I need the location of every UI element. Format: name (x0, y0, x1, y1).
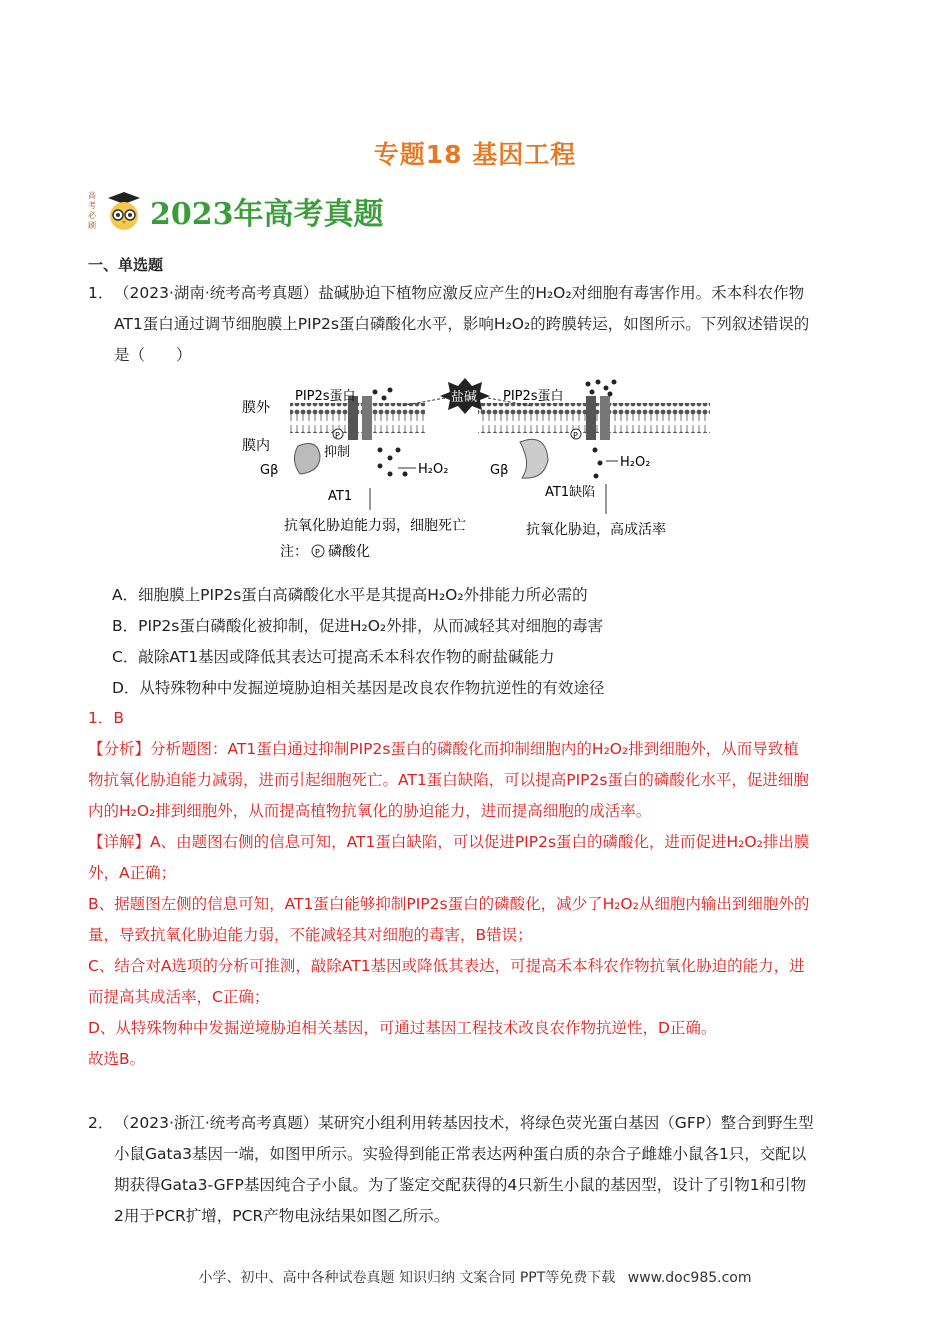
membrane-diagram (240, 378, 710, 568)
h2o2-right: H₂O₂ (620, 455, 651, 470)
svg-text:刷: 刷 (88, 221, 96, 230)
option-b: B．PIP2s蛋白磷酸化被抑制，促进H₂O₂外排，从而减轻其对细胞的毒害 (112, 617, 604, 635)
question-text: 盐碱胁迫下植物应激反应产生的H₂O₂对细胞有毒害作用。禾本科农作物 (318, 284, 805, 302)
inhibit-label: 抑制 (324, 445, 351, 460)
phospho-label: P (315, 548, 320, 557)
question-number: 2． (88, 1114, 114, 1132)
inside-label: 膜内 (242, 438, 270, 454)
salt-label: 盐碱 (451, 390, 478, 405)
svg-text:必: 必 (88, 211, 96, 220)
h2o2-left: H₂O₂ (418, 462, 449, 477)
owl-logo-icon (86, 186, 144, 236)
question-text: 2用于PCR扩增，PCR产物电泳结果如图乙所示。 (114, 1207, 450, 1225)
detail-text: B、据题图左侧的信息可知，AT1蛋白能够抑制PIP2s蛋白的磷酸化，减少了H₂O₂从细胞内输出到细胞外的 (88, 895, 810, 913)
analysis-text: 【分析】分析题图：AT1蛋白通过抑制PIP2s蛋白的磷酸化而抑制细胞内的H₂O₂排到细胞外，从而导致植 (88, 740, 799, 758)
question-text: 是（ ） (114, 346, 192, 364)
at1-defect-label: AT1缺陷 (545, 485, 596, 500)
result-right: 抗氧化胁迫，高成活率 (526, 522, 666, 538)
at1-label: AT1 (328, 489, 353, 504)
pip-left-label: PIP2s蛋白 (295, 389, 356, 404)
answer-block (88, 703, 878, 1075)
phospho-label: P (573, 431, 578, 440)
detail-text: 【详解】A、由题图右侧的信息可知，AT1蛋白缺陷，可以促进PIP2s蛋白的磷酸化，进而促进H₂O₂排出膜 (88, 833, 810, 851)
question-1 (88, 278, 878, 371)
note-label: 注： (280, 544, 308, 560)
svg-text:高: 高 (88, 191, 96, 200)
svg-text:考: 考 (88, 201, 96, 210)
option-a: A．细胞膜上PIP2s蛋白高磷酸化水平是其提高H₂O₂外排能力所必需的 (112, 586, 588, 604)
pip-right-label: PIP2s蛋白 (503, 389, 564, 404)
answer: 1．B (88, 709, 124, 727)
question-text: 小鼠Gata3基因一端，如图甲所示。实验得到能正常表达两种蛋白质的杂合子雌雄小鼠各1只，交配以 (114, 1145, 807, 1163)
gbeta-left: Gβ (260, 463, 279, 478)
question-text: （2023·浙江·统考高考真题）某研究小组利用转基因技术，将绿色荧光蛋白基因（GFP）整合到野生型 (114, 1114, 814, 1132)
option-d: D．从特殊物种中发掘逆境胁迫相关基因是改良农作物抗逆性的有效途径 (112, 679, 605, 697)
question-2 (88, 1108, 878, 1232)
analysis-text: 物抗氧化胁迫能力减弱，进而引起细胞死亡。AT1蛋白缺陷，可以提高PIP2s蛋白的磷酸化水平，促进细胞 (88, 771, 809, 789)
detail-text: D、从特殊物种中发掘逆境胁迫相关基因，可通过基因工程技术改良农作物抗逆性，D正确。 (88, 1019, 717, 1037)
phospho-label: P (335, 431, 340, 440)
analysis-text: 内的H₂O₂排到细胞外，从而提高植物抗氧化的胁迫能力，进而提高细胞的成活率。 (88, 802, 652, 820)
section-banner (86, 186, 384, 236)
question-text: AT1蛋白通过调节细胞膜上PIP2s蛋白磷酸化水平，影响H₂O₂的跨膜转运，如图所示。下列叙述错误的 (114, 315, 810, 333)
gbeta-right: Gβ (490, 463, 509, 478)
final-answer: 故选B。 (88, 1050, 146, 1068)
page-footer (0, 1267, 950, 1287)
detail-text: 外，A正确； (88, 864, 177, 882)
outside-label: 膜外 (242, 400, 270, 416)
detail-text: 量，导致抗氧化胁迫能力弱，不能减轻其对细胞的毒害，B错误； (88, 926, 533, 944)
question-source: （2023·湖南·统考高考真题） (114, 284, 319, 302)
page-title: 专题18 基因工程 (373, 140, 577, 169)
note-text: 磷酸化 (328, 544, 370, 560)
detail-text: 而提高其成活率，C正确； (88, 988, 270, 1006)
detail-text: C、结合对A选项的分析可推测，敲除AT1基因或降低其表达，可提高禾本科农作物抗氧化胁迫的能力，进 (88, 957, 805, 975)
result-left: 抗氧化胁迫能力弱，细胞死亡 (284, 518, 466, 534)
banner-title: 2023年高考真题 (150, 197, 384, 232)
question-text: 期获得Gata3-GFP基因纯合子小鼠。为了鉴定交配获得的4只新生小鼠的基因型，设计了引物1和引物 (114, 1176, 807, 1194)
footer-text: 小学、初中、高中各种试卷真题 知识归纳 文案合同 PPT等免费下载 (198, 1270, 616, 1286)
option-c: C．敲除AT1基因或降低其表达可提高禾本科农作物的耐盐碱能力 (112, 648, 555, 666)
footer-link[interactable]: www.doc985.com (627, 1270, 752, 1286)
question-number: 1． (88, 284, 114, 302)
section-heading: 一、单选题 (88, 256, 164, 274)
